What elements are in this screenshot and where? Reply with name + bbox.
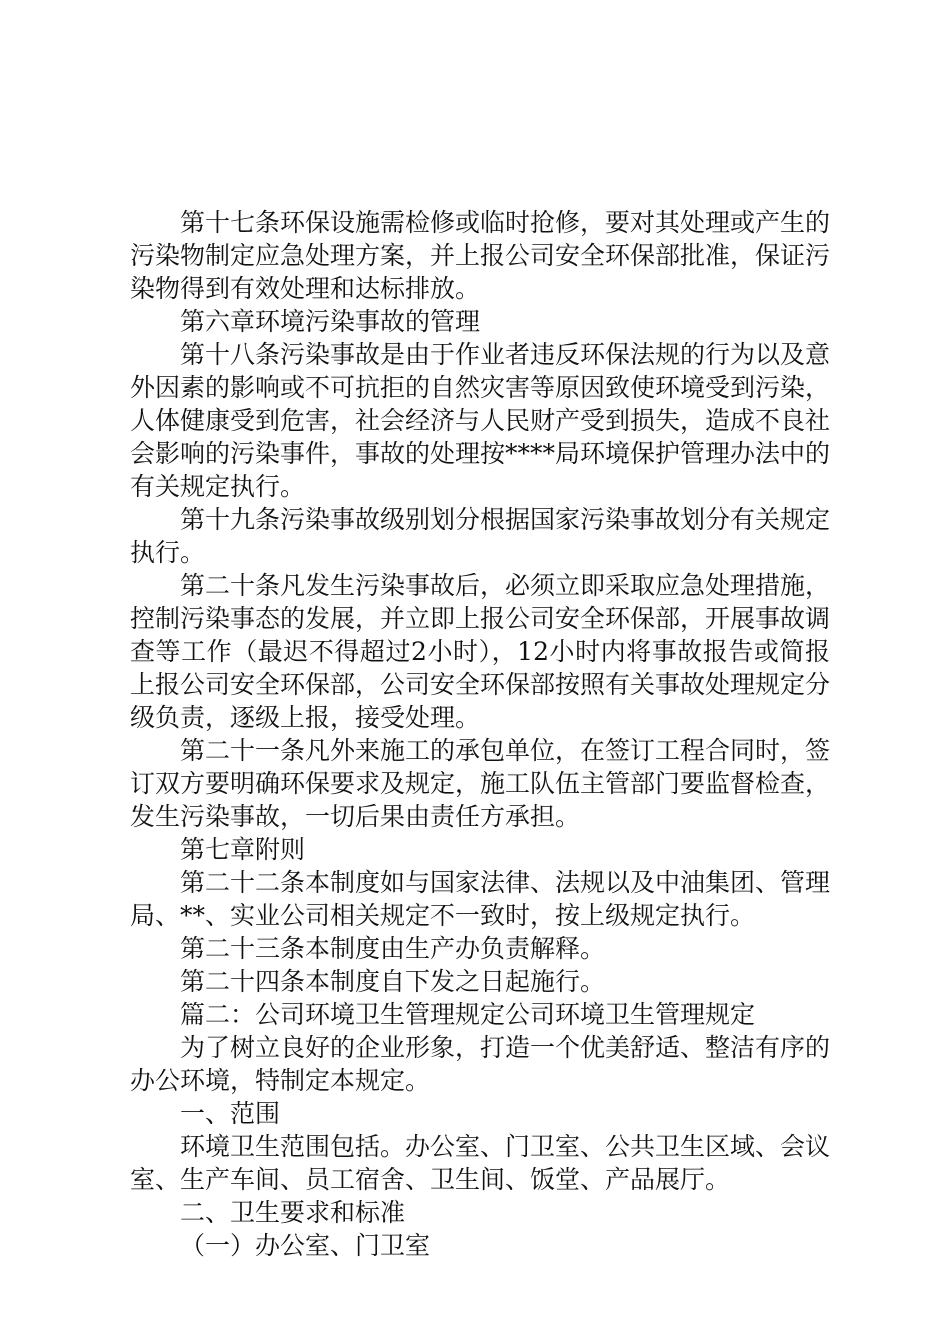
article-24-paragraph: 第二十四条本制度自下发之日起施行。 [180, 967, 606, 996]
purpose-paragraph: 为了树立良好的企业形象，打造一个优美舒适、整洁有序的办公环境，特制定本规定。 [130, 1033, 831, 1095]
chapter-7-heading: 第七章附则 [180, 835, 306, 864]
scope-paragraph: 环境卫生范围包括。办公室、门卫室、公共卫生区域、会议室、生产车间、员工宿舍、卫生间、饭堂、产品展厅。 [130, 1132, 831, 1194]
article-20-paragraph: 第二十条凡发生污染事故后，必须立即采取应急处理措施，控制污染事态的发展，并立即上报公司安全环保部，开展事故调查等工作（最迟不得超过2小时），12小时内将事故报告或简报上报公司安全环保部，公司安全环保部按照有关事故处理规定分级负责，逐级上报，接受处理。 [130, 571, 831, 732]
article-18-paragraph: 第十八条污染事故是由于作业者违反环保法规的行为以及意外因素的影响或不可抗拒的自然灾害等原因致使环境受到污染，人体健康受到危害，社会经济与人民财产受到损失，造成不良社会影响的污染事件，事故的处理按****局环境保护管理办法中的有关规定执行。 [130, 340, 831, 501]
section-2-heading: 二、卫生要求和标准 [180, 1198, 406, 1227]
article-19-paragraph: 第十九条污染事故级别划分根据国家污染事故划分有关规定执行。 [130, 505, 831, 567]
section-1-heading: 一、范围 [180, 1099, 281, 1128]
subsection-1-heading: （一）办公室、门卫室 [180, 1231, 431, 1260]
article-17-paragraph: 第十七条环保设施需检修或临时抢修，要对其处理或产生的污染物制定应急处理方案，并上报公司安全环保部批准，保证污染物得到有效处理和达标排放。 [130, 208, 831, 303]
document-body [130, 206, 830, 1262]
article-22-paragraph: 第二十二条本制度如与国家法律、法规以及中油集团、管理局、**、实业公司相关规定不一致时，按上级规定执行。 [130, 868, 831, 930]
part-2-title: 篇二：公司环境卫生管理规定公司环境卫生管理规定 [180, 1000, 756, 1029]
article-21-paragraph: 第二十一条凡外来施工的承包单位，在签订工程合同时，签订双方要明确环保要求及规定，施工队伍主管部门要监督检查，发生污染事故，一切后果由责任方承担。 [130, 736, 831, 831]
article-23-paragraph: 第二十三条本制度由生产办负责解释。 [180, 934, 606, 963]
chapter-6-heading: 第六章环境污染事故的管理 [180, 307, 481, 336]
